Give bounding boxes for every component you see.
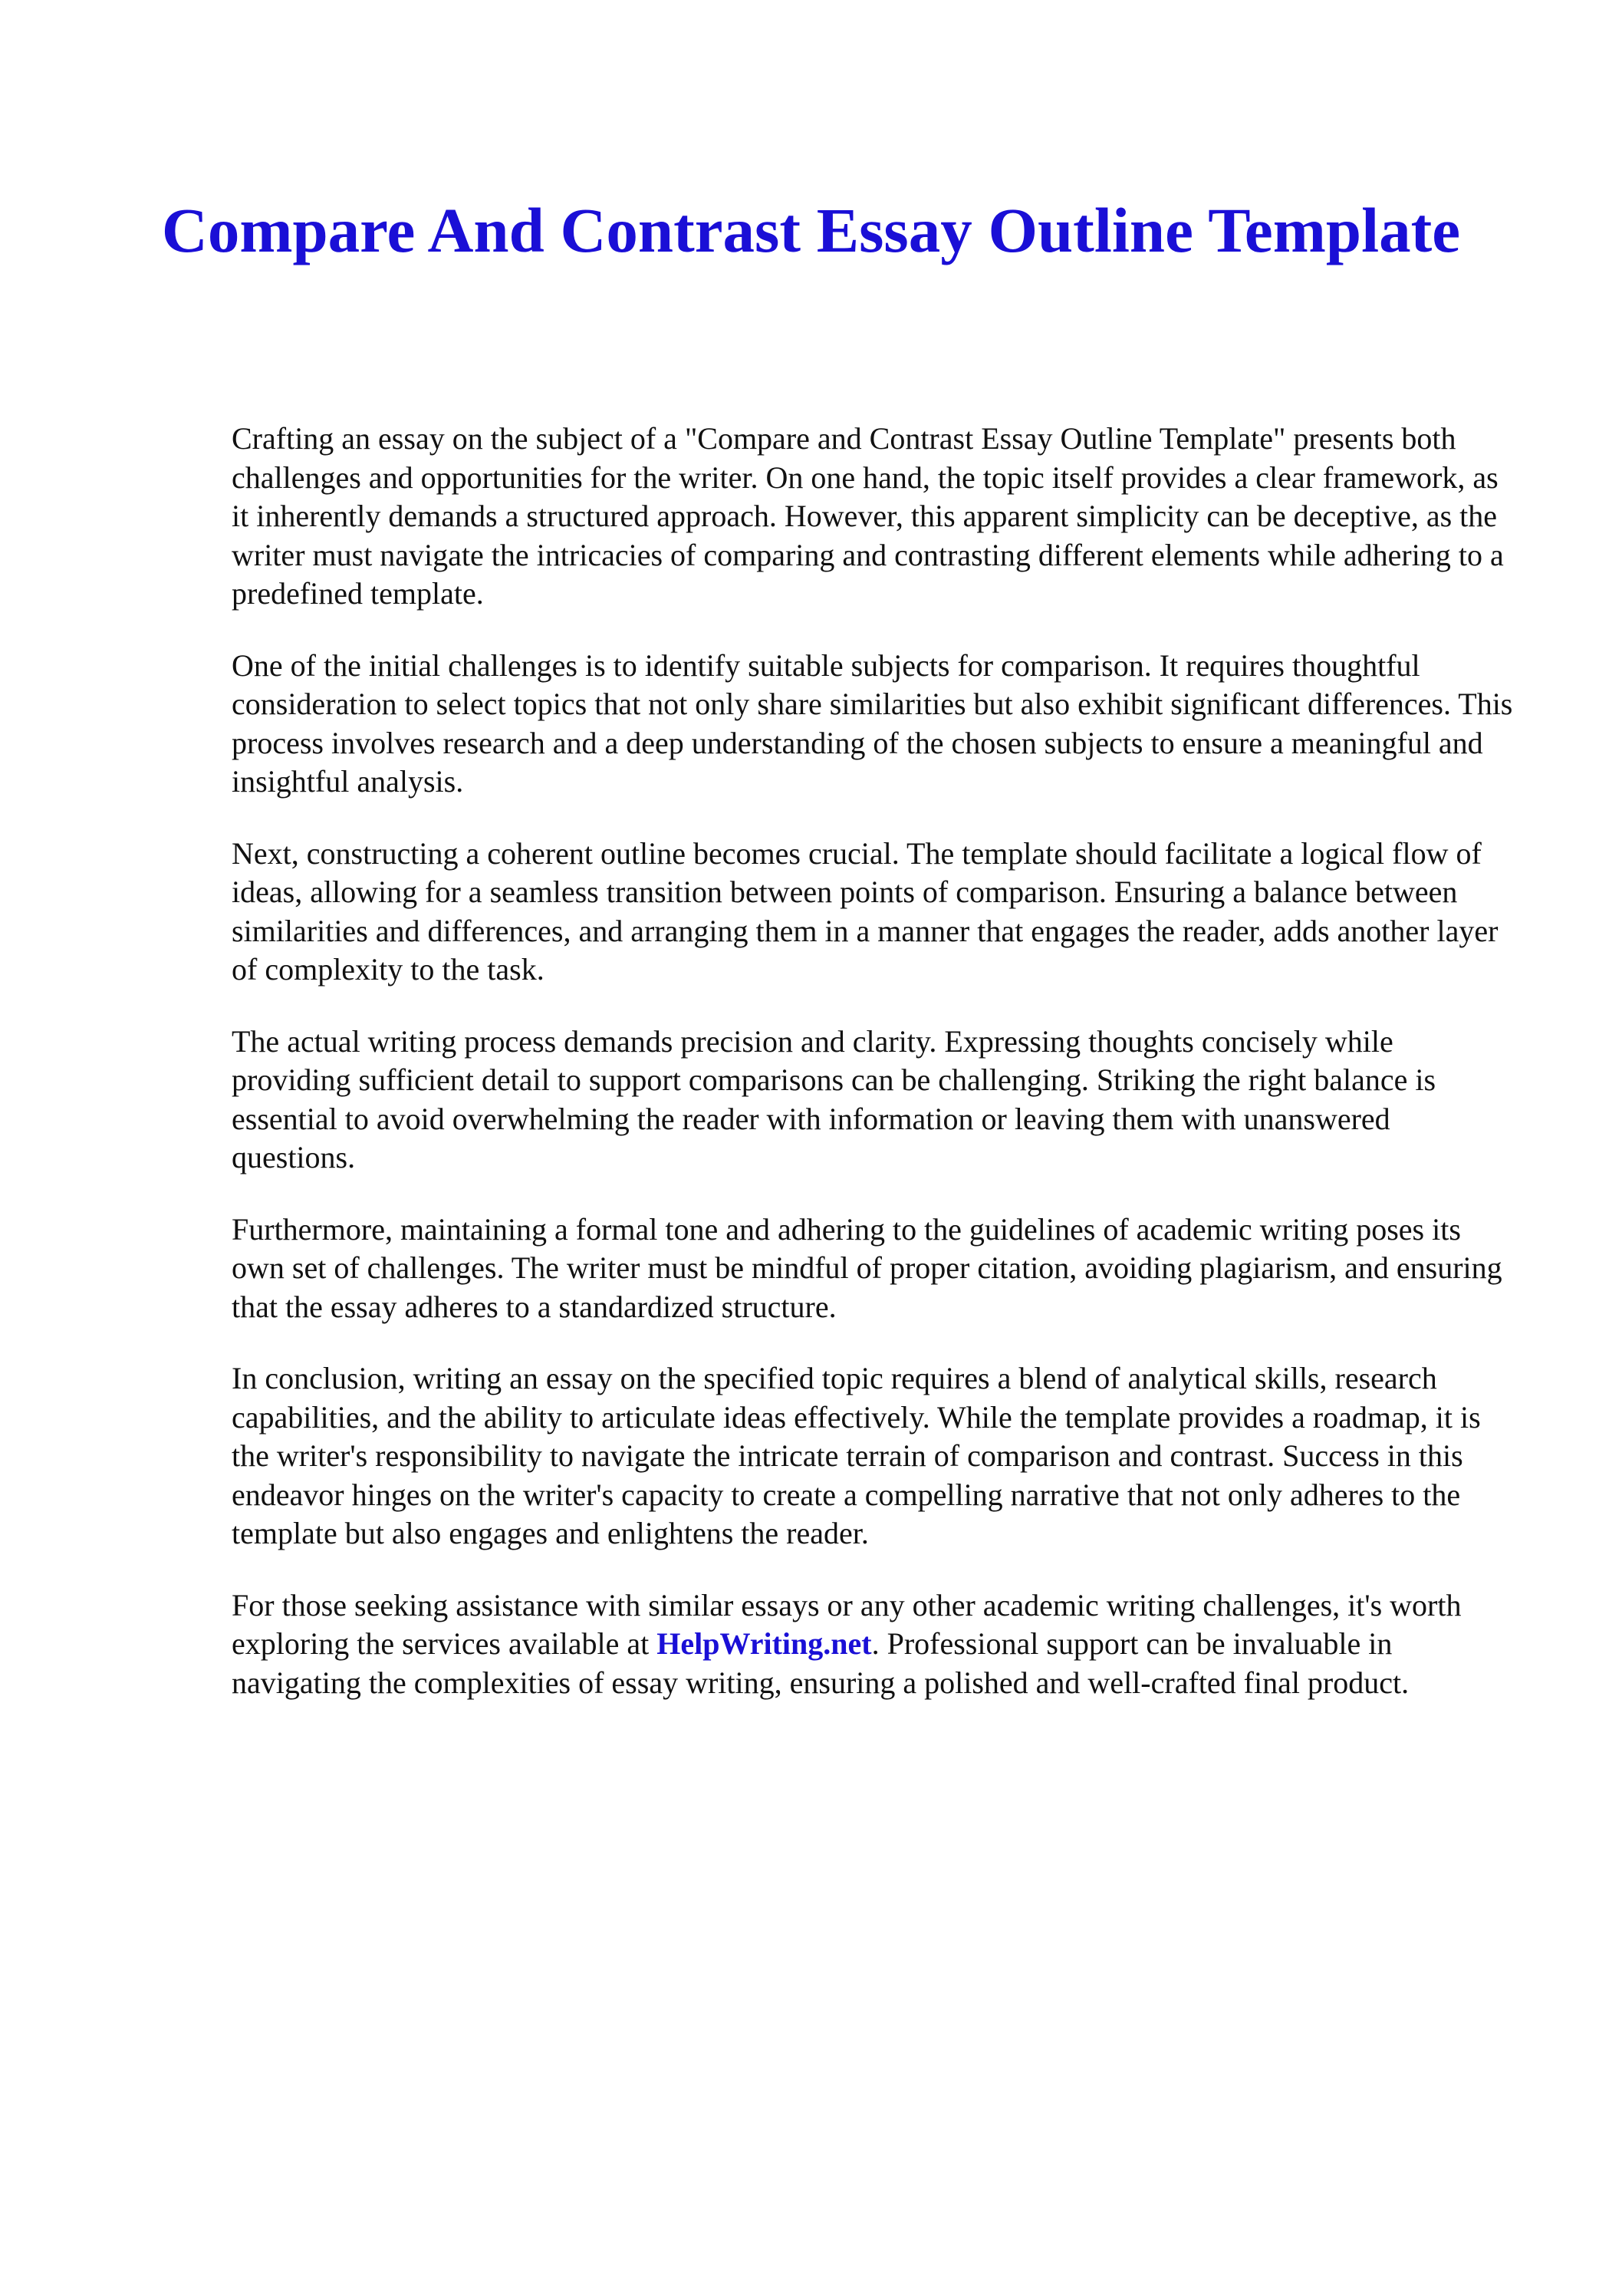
paragraph-outline: Next, constructing a coherent outline becomes crucial. The template should facilitate a logical flow of ideas, allowing for a seamless transition between points of comparison. Ensuring a balance between similarities and differences, and arranging them in a manner that engages the reader, adds another layer of complexity to the task. — [232, 835, 1499, 987]
document-title: Compare And Contrast Essay Outline Template — [161, 195, 1461, 265]
paragraph-conclusion: In conclusion, writing an essay on the specified topic requires a blend of analytical skills, research capabilities, and the ability to articulate ideas effectively. While the template provides a roadmap, it is the writer's responsibility to navigate the intricate terrain of comparison and contrast. Success in this endeavor hinges on the writer's capacity to create a compelling narrative that not only adheres to the template but also engages and enlightens the reader. — [232, 1361, 1481, 1550]
assistance-text-after-link: . Professional support can be invaluable in navigating the complexities of essay writing, ensuring a polished and well-crafted final product. — [232, 1626, 1410, 1700]
assistance-text-before-link: For those seeking assistance with similar essays or any other academic writing challenges, it's worth exploring the services available at — [232, 1587, 1462, 1661]
helpwriting-link[interactable]: HelpWriting.net — [656, 1626, 872, 1661]
document-body — [232, 420, 1520, 1735]
paragraph-assistance — [232, 1586, 1520, 1703]
paragraph-intro: Crafting an essay on the subject of a "Compare and Contrast Essay Outline Template" presents both challenges and opportunities for the writer. On one hand, the topic itself provides a clear framework, as it inherently demands a structured approach. However, this apparent simplicity can be deceptive, as the writer must navigate the intricacies of comparing and contrasting different elements while adhering to a predefined template. — [232, 421, 1504, 611]
paragraph-formal-tone: Furthermore, maintaining a formal tone and adhering to the guidelines of academic writing poses its own set of challenges. The writer must be mindful of proper citation, avoiding plagiarism, and ensuring that the essay adheres to a standardized structure. — [232, 1211, 1502, 1324]
paragraph-writing-process: The actual writing process demands precision and clarity. Expressing thoughts concisely while providing sufficient detail to support comparisons can be challenging. Striking the right balance is essential to avoid overwhelming the reader with information or leaving them with unanswered questions. — [232, 1023, 1436, 1174]
paragraph-subjects: One of the initial challenges is to identify suitable subjects for comparison. It requires thoughtful consideration to select topics that not only share similarities but also exhibit significant differences. This process involves research and a deep understanding of the chosen subjects to ensure a meaningful and insightful analysis. — [232, 647, 1513, 799]
